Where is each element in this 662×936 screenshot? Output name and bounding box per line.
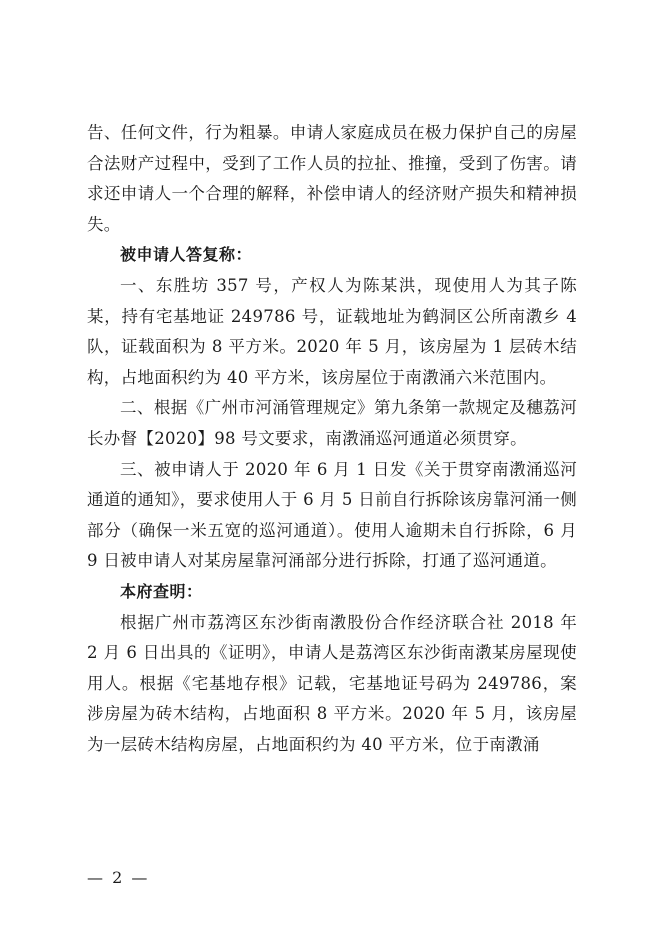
paragraph-continuation: 告、任何文件，行为粗暴。申请人家庭成员在极力保护自己的房屋合法财产过程中，受到了工作人员的拉扯、推撞，受到了伤害。请求还申请人一个合理的解释，补偿申请人的经济财产损失和精神损失。 (87, 123, 577, 234)
paragraph-reply-item-2: 二、根据《广州市河涌管理规定》第九条第一款规定及穗荔河长办督【2020】98 号文要求，南漖涌巡河通道必须贯穿。 (87, 398, 577, 448)
section-heading-respondent-reply: 被申请人答复称： (120, 245, 253, 265)
page-number: — 2 — (87, 868, 150, 887)
section-heading-findings: 本府查明： (120, 581, 203, 601)
paragraph-findings: 根据广州市荔湾区东沙街南漖股份合作经济联合社 2018 年 2 月 6 日出具的《证明》，申请人是荔湾区东沙街南漖某房屋现使用人。根据《宅基地存根》记载，宅基地证号码为 249786，案涉房屋为砖木结构，占地面积 8 平方米。2020 年 5 月，该房屋为一层砖木结构房屋，占地面积约为 40 平方米，位于南漖涌 (87, 612, 577, 754)
paragraph-reply-item-1: 一、东胜坊 357 号，产权人为陈某洪，现使用人为其子陈某，持有宅基地证 249786 号，证载地址为鹤洞区公所南漖乡 4 队，证载面积为 8 平方米。2020 年 5 月，该房屋为 1 层砖木结构，占地面积约为 40 平方米，该房屋位于南漖涌六米范围内。 (87, 275, 577, 387)
paragraph-reply-item-3: 三、被申请人于 2020 年 6 月 1 日发《关于贯穿南漖涌巡河通道的通知》，要求使用人于 6 月 5 日前自行拆除该房靠河涌一侧部分（确保一米五宽的巡河通道）。使用人逾期未自行拆除，6 月 9 日被申请人对某房屋靠河涌部分进行拆除，打通了巡河通道。 (87, 459, 577, 571)
document-body (87, 118, 577, 760)
